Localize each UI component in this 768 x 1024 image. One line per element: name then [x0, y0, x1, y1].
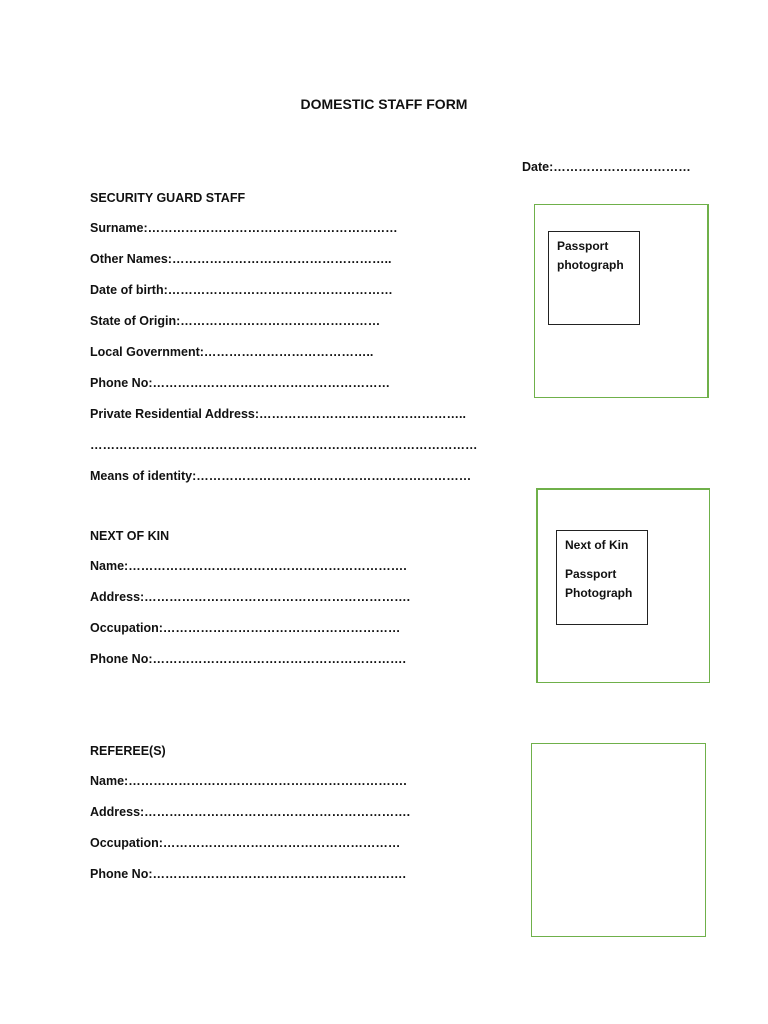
section-heading-referees: REFEREE(S)	[90, 744, 166, 758]
kin-photo-label-line1: Next of Kin	[565, 538, 629, 552]
kin-photo-label-line2: Passport	[565, 567, 617, 581]
state-of-origin-field[interactable]: State of Origin:…………………………………………	[90, 314, 381, 328]
referees-section	[90, 744, 410, 898]
kin-name-field[interactable]: Name:………………………………………………………….	[90, 559, 407, 573]
page-title: DOMESTIC STAFF FORM	[300, 96, 468, 112]
surname-field[interactable]: Surname:……………………………………………………	[90, 221, 398, 235]
date-field[interactable]: Date:……………………………	[522, 160, 691, 174]
security-guard-section	[90, 191, 478, 500]
means-of-identity-field[interactable]: Means of identity:…………………………………………………………	[90, 469, 472, 483]
referee-occupation-field[interactable]: Occupation:…………………………………………………	[90, 836, 401, 850]
local-government-field[interactable]: Local Government:…………………………………..	[90, 345, 374, 359]
referee-name-field[interactable]: Name:………………………………………………………….	[90, 774, 407, 788]
other-names-field[interactable]: Other Names:……………………………………………..	[90, 252, 392, 266]
residential-address-field[interactable]: Private Residential Address:…………………………………………..	[90, 407, 466, 421]
referee-phone-field[interactable]: Phone No:…………………………………………………….	[90, 867, 406, 881]
date-of-birth-field[interactable]: Date of birth:………………………………………………	[90, 283, 393, 297]
referee-address-field[interactable]: Address:……………………………………………………….	[90, 805, 411, 819]
staff-photo-label-line2: photograph	[557, 258, 624, 272]
kin-passport-photo-box[interactable]	[556, 530, 648, 625]
phone-no-field[interactable]: Phone No:…………………………………………………	[90, 376, 390, 390]
kin-photo-label-line3: Photograph	[565, 586, 633, 600]
kin-address-field[interactable]: Address:……………………………………………………….	[90, 590, 411, 604]
residential-address-continuation[interactable]: …………………………………………………………………………………	[90, 438, 478, 452]
kin-occupation-field[interactable]: Occupation:…………………………………………………	[90, 621, 401, 635]
section-heading-next-of-kin: NEXT OF KIN	[90, 529, 170, 543]
staff-passport-photo-box[interactable]	[548, 231, 640, 325]
next-of-kin-section	[90, 529, 410, 683]
kin-phone-field[interactable]: Phone No:…………………………………………………….	[90, 652, 406, 666]
referee-photo-frame[interactable]	[531, 743, 706, 937]
section-heading-security: SECURITY GUARD STAFF	[90, 191, 246, 205]
staff-photo-label-line1: Passport	[557, 239, 609, 253]
